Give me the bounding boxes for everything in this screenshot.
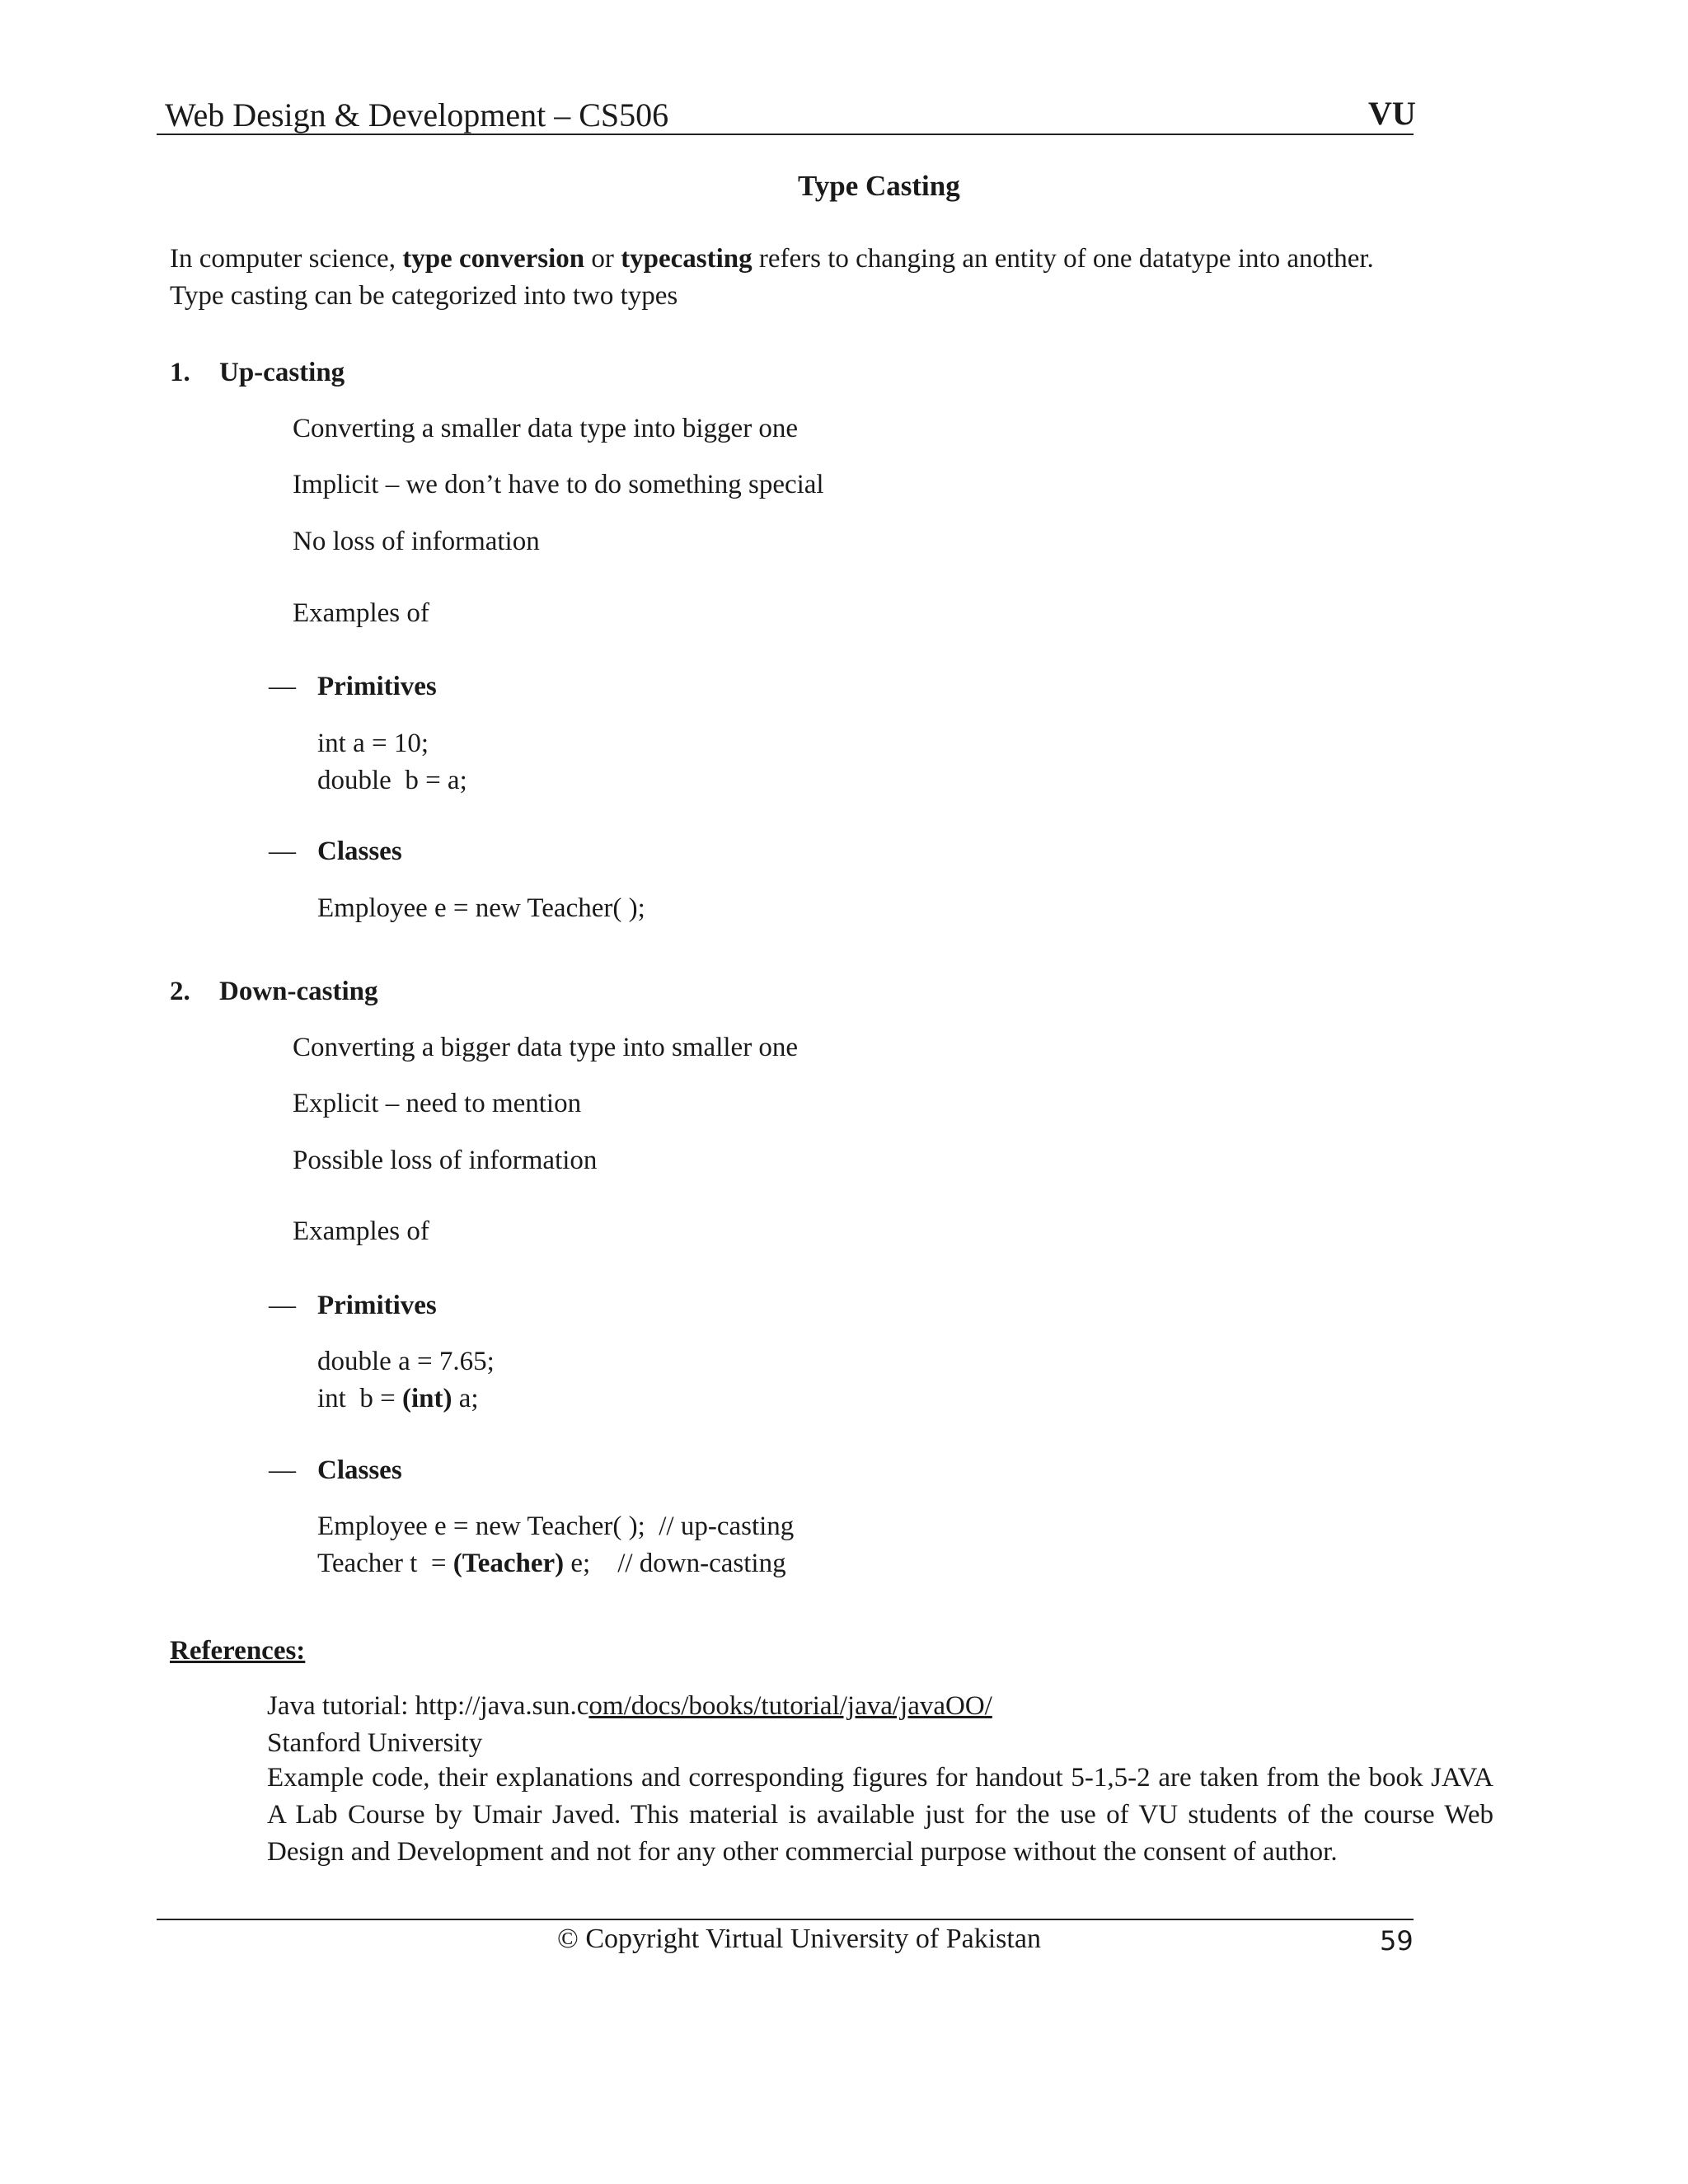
code-suffix: a; bbox=[452, 1384, 479, 1413]
downcasting-classes-code-1: Employee e = new Teacher( ); // up-casting bbox=[317, 1511, 795, 1541]
page-number: 59 bbox=[1380, 1925, 1414, 1957]
downcasting-heading: Down-casting bbox=[219, 977, 378, 1006]
header-institution: VU bbox=[1368, 95, 1416, 132]
dash-icon: — bbox=[269, 1455, 296, 1485]
reference-stanford: Stanford University bbox=[267, 1728, 483, 1758]
upcasting-point-2: Implicit – we don’t have to do something special bbox=[293, 470, 824, 499]
upcasting-heading: Up-casting bbox=[219, 358, 345, 387]
intro-suffix: refers to changing an entity of one datatype into another. bbox=[752, 244, 1374, 274]
reference-note: Example code, their explanations and corresponding figures for handout 5-1,5-2 are taken from the book JAVA A Lab Course by Umair Javed. This material is available just for the use of VU students of the course Web Design and Development and not for any other commercial purpose without the consent of author. bbox=[267, 1763, 1493, 1867]
footer-copyright: © Copyright Virtual University of Pakistan bbox=[557, 1924, 1041, 1954]
reference-java-prefix: Java tutorial: http://java.sun.c bbox=[267, 1691, 589, 1721]
downcasting-point-3: Possible loss of information bbox=[293, 1146, 598, 1175]
upcasting-primitives-code-1: int a = 10; bbox=[317, 729, 429, 758]
downcasting-number: 2. bbox=[170, 977, 190, 1006]
upcasting-classes-label: Classes bbox=[317, 837, 402, 866]
footer-rule bbox=[157, 1919, 1414, 1920]
upcasting-classes-code: Employee e = new Teacher( ); bbox=[317, 893, 645, 923]
downcasting-primitives-label: Primitives bbox=[317, 1291, 437, 1320]
code-prefix: Teacher t = bbox=[317, 1549, 453, 1578]
code-prefix: int b = bbox=[317, 1384, 402, 1413]
code-cast: (int) bbox=[401, 1384, 452, 1413]
code-cast: (Teacher) bbox=[452, 1549, 565, 1578]
upcasting-primitives-label: Primitives bbox=[317, 672, 437, 701]
header-course: Web Design & Development – CS506 bbox=[165, 96, 669, 134]
intro-term-type-conversion: type conversion bbox=[402, 244, 585, 274]
downcasting-examples-label: Examples of bbox=[293, 1216, 429, 1246]
dash-icon: — bbox=[269, 837, 296, 866]
downcasting-primitives-code-2 bbox=[317, 1384, 479, 1414]
downcasting-classes-code-2 bbox=[317, 1549, 786, 1579]
page-title: Type Casting bbox=[798, 170, 960, 202]
intro-line-1 bbox=[170, 244, 1374, 274]
code-suffix: e; // down-casting bbox=[564, 1549, 786, 1578]
dash-icon: — bbox=[269, 1291, 296, 1320]
downcasting-classes-label: Classes bbox=[317, 1455, 402, 1485]
intro-line-2: Type casting can be categorized into two types bbox=[170, 281, 678, 311]
dash-icon: — bbox=[269, 672, 296, 701]
intro-term-typecasting: typecasting bbox=[621, 244, 753, 274]
downcasting-primitives-code-1: double a = 7.65; bbox=[317, 1347, 495, 1376]
reference-java-tutorial bbox=[267, 1691, 992, 1722]
references-heading: References: bbox=[170, 1636, 306, 1666]
intro-prefix: In computer science, bbox=[170, 244, 403, 274]
header-rule bbox=[157, 134, 1414, 135]
upcasting-examples-label: Examples of bbox=[293, 598, 429, 628]
upcasting-point-1: Converting a smaller data type into bigger one bbox=[293, 414, 799, 443]
upcasting-primitives-code-2: double b = a; bbox=[317, 766, 467, 795]
downcasting-point-1: Converting a bigger data type into smaller one bbox=[293, 1033, 799, 1062]
reference-java-link[interactable]: om/docs/books/tutorial/java/javaOO/ bbox=[588, 1691, 992, 1721]
upcasting-number: 1. bbox=[170, 358, 190, 387]
upcasting-point-3: No loss of information bbox=[293, 527, 540, 556]
downcasting-point-2: Explicit – need to mention bbox=[293, 1089, 582, 1118]
intro-mid: or bbox=[584, 244, 621, 274]
